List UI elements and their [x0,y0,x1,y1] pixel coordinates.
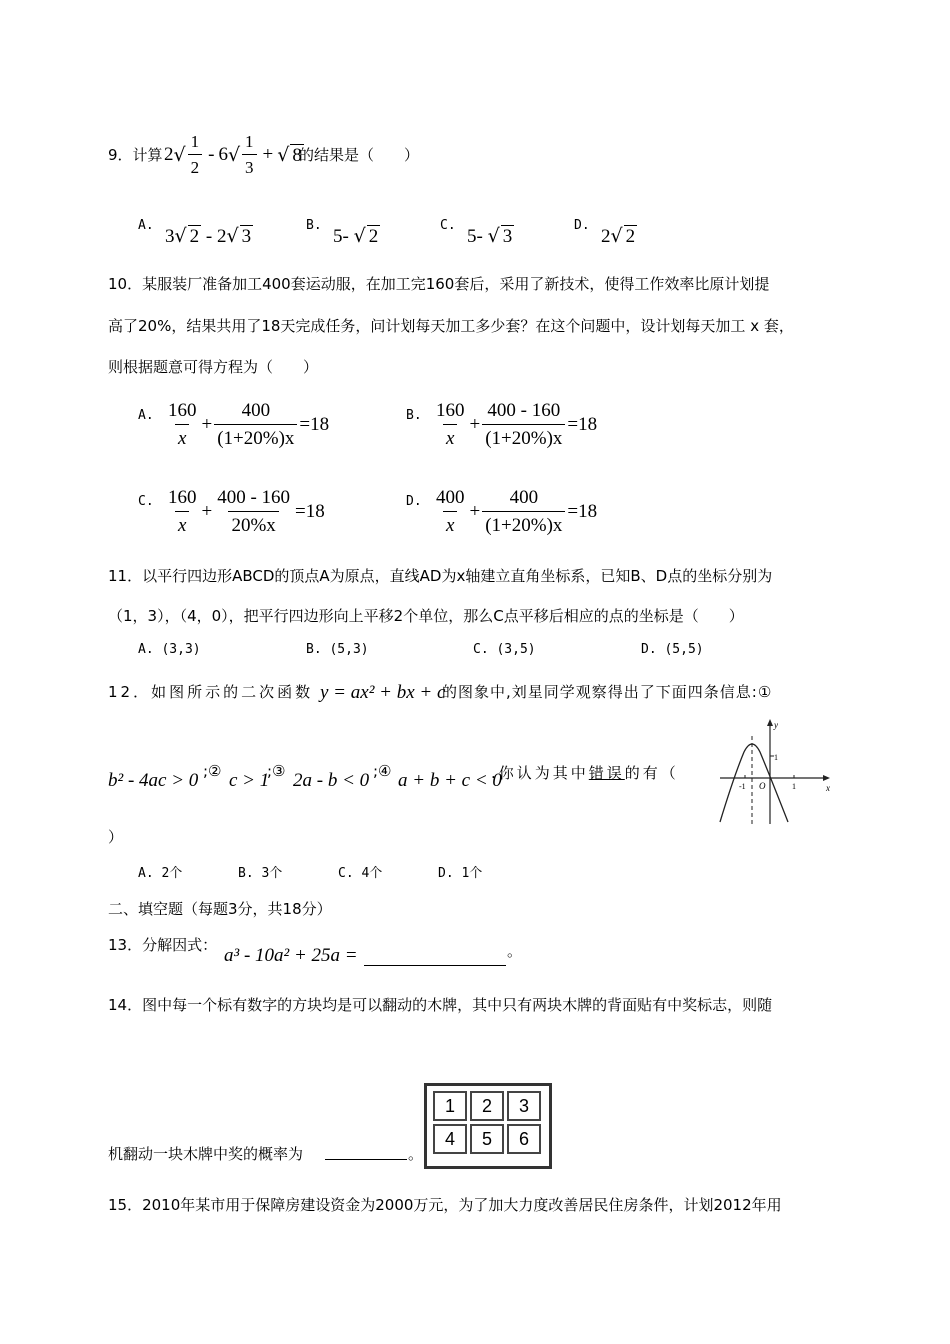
y-axis-arrow [767,719,773,726]
q10-option-a-label: A. [138,408,154,423]
q12-tail: .你认为其中错误的有（ [491,764,679,782]
q9-option-b: 5- √ 2 [333,225,379,247]
q12-tail-underlined: 错误 [588,764,625,782]
q9-number: 9．计算 [108,146,163,164]
q9-option-d-label: D. [574,218,590,233]
q13-answer-blank[interactable] [364,947,506,966]
q13-expression: a³ - 10a² + 25a = [224,945,358,966]
q9-expression: 2 √ $\frac{1}{2}$ - 6 √ $\frac{1}{3}$ + √ 8 [164,132,302,177]
q10-option-a: $\frac{160}{x}$ + $\frac{400}{(1+20\%)x}$ =18 [168,400,330,449]
tile-2[interactable]: 2 [470,1091,504,1121]
pos-one-label: 1 [792,782,796,791]
tile-5[interactable]: 5 [470,1124,504,1154]
q11-line1: 11．以平行四边形ABCD的顶点A为原点，直线AD为x轴建立直角坐标系，已知B、D点的坐标分别为 [108,567,773,585]
q12-intro2: 的图象中,刘星同学观察得出了下面四条信息:① [442,683,773,701]
q10-option-d: $\frac{400}{x}$ + $\frac{400}{(1+20\%)x}$ =18 [436,487,598,536]
q12-option-c: C. 4个 [338,866,383,881]
q11-option-b: B. (5,3) [306,642,369,657]
q12-sep-3: ;③ [267,762,286,780]
q9-coef1: 2 [164,144,174,165]
neg-one-label: -1 [739,782,746,791]
tile-6[interactable]: 6 [507,1124,541,1154]
q12-condition-4: a + b + c < 0 [398,770,502,791]
q10-option-c: $\frac{160}{x}$ + $\frac{400 - 160}{20\%x}$ =18 [168,487,325,536]
tile-3[interactable]: 3 [507,1091,541,1121]
q10-option-c-label: C. [138,494,154,509]
q13-end: 。 [507,942,523,960]
q12-close: ） [108,828,124,846]
q11-line2: （1，3），（4，0），把平行四边形向上平移2个单位，那么C点平移后相应的点的坐标是（ ） [108,607,744,625]
q9-option-d: 2√ 2 [601,225,636,247]
q11-option-d: D. (5,5) [641,642,704,657]
q15-line1: 15．2010年某市用于保障房建设资金为2000万元，为了加大力度改善居民住房条件，计划2012年用 [108,1196,782,1214]
q11-option-c: C. (3,5) [473,642,536,657]
q14-end: 。 [408,1145,424,1163]
x-label: x [826,783,830,793]
q12-option-d: D. 1个 [438,866,483,881]
q12-condition-2: c > 1 [229,770,270,791]
y-label: y [774,720,778,730]
q14-answer-blank[interactable] [325,1143,407,1160]
q9-option-a-label: A. [138,218,154,233]
q10-line1: 10．某服装厂准备加工400套运动服，在加工完160套后，采用了新技术，使得工作效率比原计划提 [108,275,770,293]
q9-option-c-label: C. [440,218,456,233]
q12-condition-3: 2a - b < 0 [293,770,370,791]
q10-option-b-label: B. [406,408,422,423]
q9-option-a: 3√ 2 - 2√ 3 [165,225,252,247]
q14-line2: 机翻动一块木牌中奖的概率为 [108,1145,304,1163]
q9-option-c: 5- √ 3 [467,225,513,247]
q10-line2: 高了20%，结果共用了18天完成任务，问计划每天加工多少套？在这个问题中，设计划每天加工 x 套， [108,317,794,335]
tile-4[interactable]: 4 [433,1124,467,1154]
q9-option-b-label: B. [306,218,322,233]
q12-sep-4: ;④ [373,762,392,780]
q12-option-b: B. 3个 [238,866,283,881]
origin-label: O [759,781,766,791]
q14-line1: 14．图中每一个标有数字的方块均是可以翻动的木牌，其中只有两块木牌的背面贴有中奖标志，则随 [108,996,773,1014]
q10-option-b: $\frac{160}{x}$ + $\frac{400 - 160}{(1+20\%)x}$ =18 [436,400,598,449]
tile-1[interactable]: 1 [433,1091,467,1121]
q12-option-a: A. 2个 [138,866,183,881]
y-one-label: 1 [774,753,778,762]
q12-parabola-graph [712,716,836,828]
q11-option-a: A. (3,3) [138,642,201,657]
q12-intro: 12．如图所示的二次函数 [108,683,314,701]
x-axis-arrow [823,775,830,781]
q10-option-d-label: D. [406,494,422,509]
section-title: 二、填空题（每题3分，共18分） [108,900,332,918]
q12-sep-2: ;② [203,762,222,780]
q9-suffix: 的结果是（ ） [299,146,420,164]
q13-label: 13．分解因式： [108,936,218,954]
q12-function: y = ax² + bx + c [320,682,446,703]
q12-condition-1: b² - 4ac > 0 [108,770,199,791]
q14-tile-board [424,1083,552,1169]
q10-line3: 则根据题意可得方程为（ ） [108,358,319,376]
